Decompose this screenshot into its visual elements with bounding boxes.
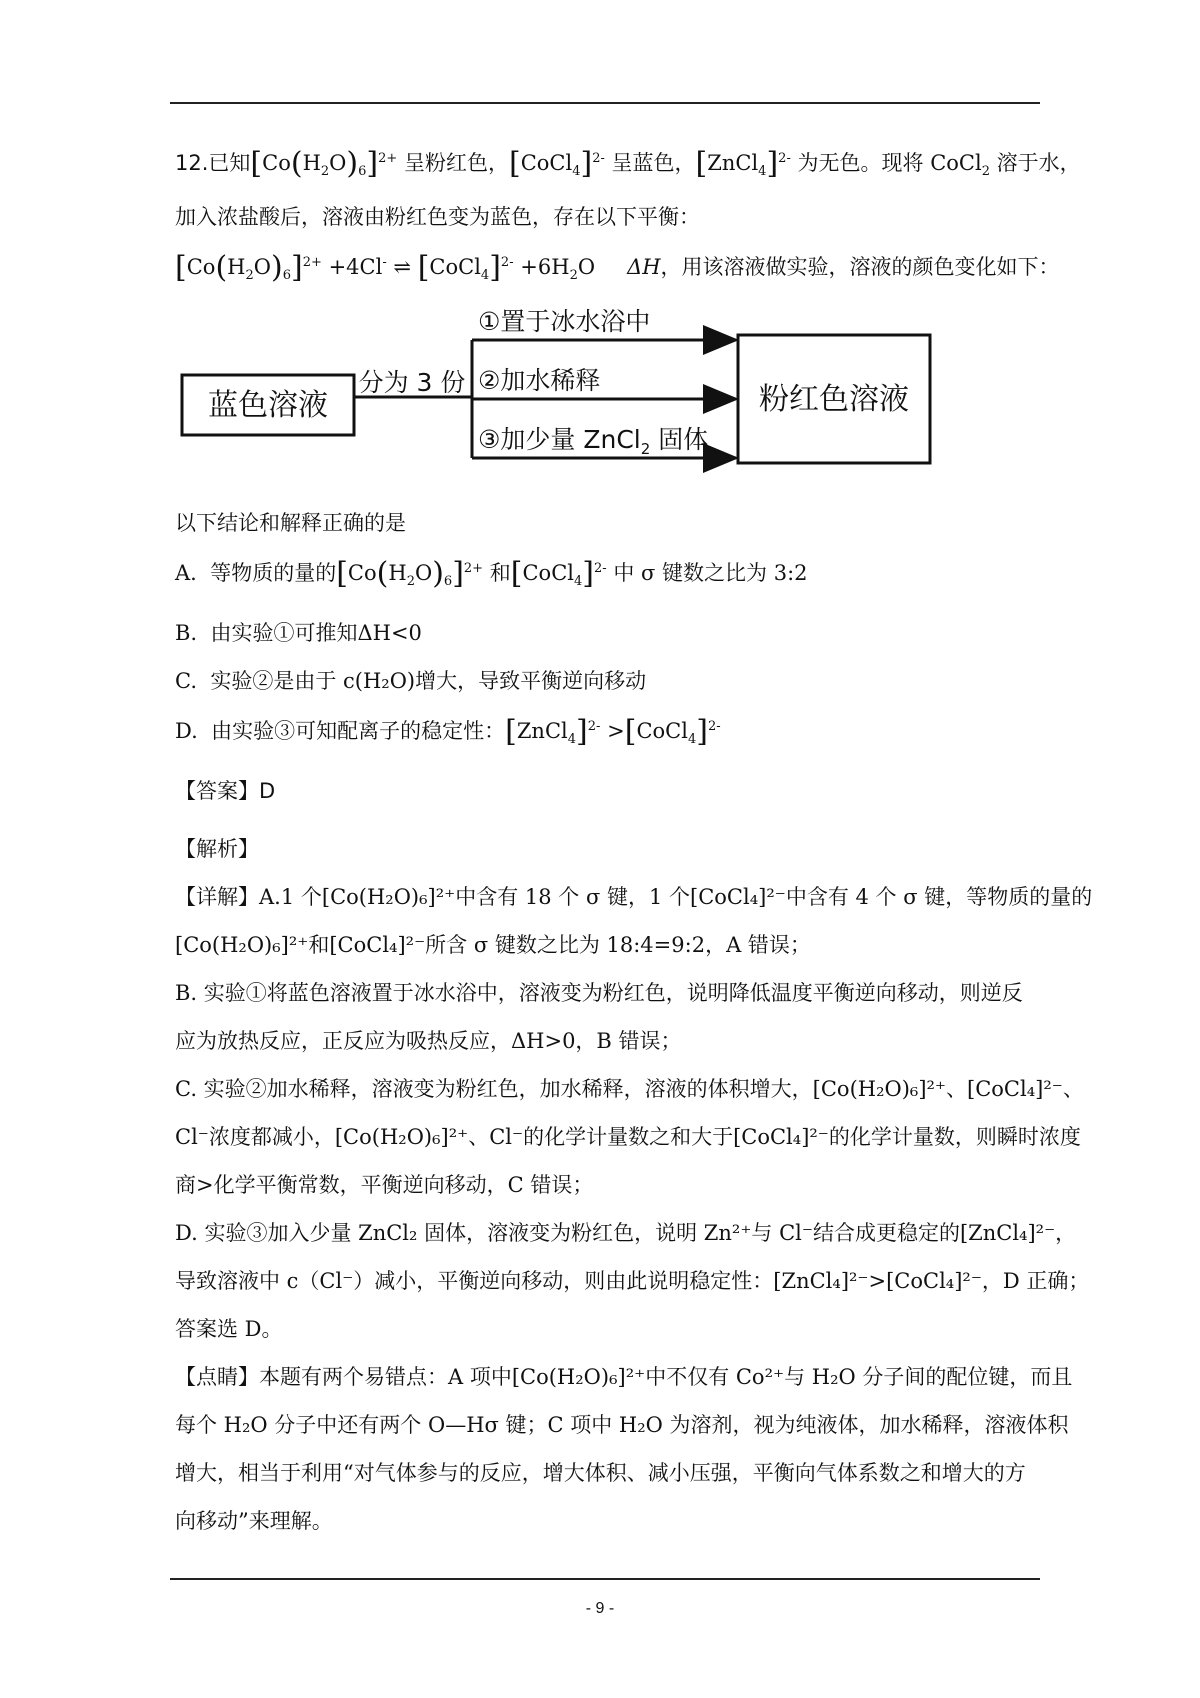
option-c: C. 实验②是由于 c(H₂O)增大，导致平衡逆向移动 — [175, 669, 647, 693]
branch-2-label: ②加水稀释 — [478, 366, 601, 395]
branch-3-label: ③加少量 ZnCl$_2$ 固体 — [478, 425, 709, 458]
pink-solution-label: 粉红色溶液 — [759, 382, 909, 417]
analysis-line-13: 增大，相当于利用“对气体参与的反应，增大体积、减小压强，平衡向气体系数之和增大的方 — [175, 1461, 1026, 1485]
analysis-line-7: 商>化学平衡常数，平衡逆向移动，C 错误； — [175, 1173, 594, 1197]
analysis-line-6: Cl⁻浓度都减小，[Co(H₂O)₆]²⁺、Cl⁻的化学计量数之和大于[CoCl₄]²⁻的化学计量数，则瞬时浓度 — [175, 1125, 1081, 1149]
analysis-line-8: D. 实验③加入少量 ZnCl₂ 固体，溶液变为粉红色，说明 Zn²⁺与 Cl⁻结合成更稳定的[ZnCl₄]²⁻， — [175, 1221, 1077, 1245]
analysis-line-2: [Co(H₂O)₆]²⁺和[CoCl₄]²⁻所含 σ 键数之比为 18:4=9:2，A 错误； — [175, 933, 811, 957]
analysis-line-14: 向移动”来理解。 — [175, 1509, 333, 1533]
option-b: B. 由实验①可推知ΔH<0 — [175, 621, 422, 645]
answer-value: D — [259, 779, 276, 803]
page-number: - 9 - — [585, 1600, 615, 1617]
question-line-1: 12.已知$[Co(H_2O)_6]^{2+}$ 呈粉红色，[CoCl$_4$]$^{2-}$ 呈蓝色，[ZnCl$_4$]$^{2-}$ 为无色。现将 CoCl$_2$ 溶于水， — [175, 146, 1081, 181]
experiment-diagram — [180, 307, 1020, 510]
question-line-2: 加入浓盐酸后，溶液由粉红色变为蓝色，存在以下平衡： — [175, 205, 700, 229]
answer: 【答案】D — [175, 779, 276, 803]
split-label: 分为 3 份 — [358, 368, 466, 397]
analysis-line-4: 应为放热反应，正反应为吸热反应，ΔH>0，B 错误； — [175, 1029, 682, 1053]
question-prompt: 以下结论和解释正确的是 — [175, 511, 406, 535]
analysis-line-9: 导致溶液中 c（Cl⁻）减小，平衡逆向移动，则由此说明稳定性：[ZnCl₄]²⁻>[CoCl₄]²⁻，D 正确； — [175, 1269, 1090, 1293]
branch-1-label: ①置于冰水浴中 — [478, 307, 651, 336]
option-a: A. 等物质的量的$[Co(H_2O)_6]^{2+}$ 和[CoCl$_4$]$^{2-}$ 中 σ 键数之比为 3:2 — [175, 556, 808, 591]
footer-rule — [170, 1578, 1040, 1580]
equilibrium-arrow: ⇌ — [393, 255, 412, 279]
analysis-line-10: 答案选 D。 — [175, 1317, 283, 1341]
analysis-line-3: B. 实验①将蓝色溶液置于冰水浴中，溶液变为粉红色，说明降低温度平衡逆向移动，则逆反 — [175, 981, 1023, 1005]
option-d: D. 由实验③可知配离子的稳定性：[ZnCl$_4$]$^{2-}$ >[CoCl$_4$]$^{2-}$ — [175, 714, 721, 749]
question-intro: 已知 — [208, 151, 251, 175]
header-rule — [170, 102, 1040, 104]
analysis-line-11: 【点睛】本题有两个易错点：A 项中[Co(H₂O)₆]²⁺中不仅有 Co²⁺与 H₂O 分子间的配位键，而且 — [175, 1365, 1073, 1389]
analysis-line-5: C. 实验②加水稀释，溶液变为粉红色，加水稀释，溶液的体积增大，[Co(H₂O)₆]²⁺、[CoCl₄]²⁻、 — [175, 1077, 1084, 1101]
blue-solution-label: 蓝色溶液 — [208, 388, 328, 423]
equilibrium-equation: $[Co(H_2O)_6]^{2+} +4Cl^-$ ⇌ [CoCl$_4$]$^{2-}$ $+6H_2O$ ΔH，用该溶液做实验，溶液的颜色变化如下： — [175, 250, 1060, 285]
analysis-line-12: 每个 H₂O 分子中还有两个 O—Hσ 键；C 项中 H₂O 为溶剂，视为纯液体，加水稀释，溶液体积 — [175, 1413, 1069, 1437]
analysis-heading: 【解析】 — [175, 837, 259, 861]
analysis-line-1: 【详解】A.1 个[Co(H₂O)₆]²⁺中含有 18 个 σ 键，1 个[CoCl₄]²⁻中含有 4 个 σ 键，等物质的量的 — [175, 885, 1093, 909]
question-number: 12. — [175, 151, 209, 175]
